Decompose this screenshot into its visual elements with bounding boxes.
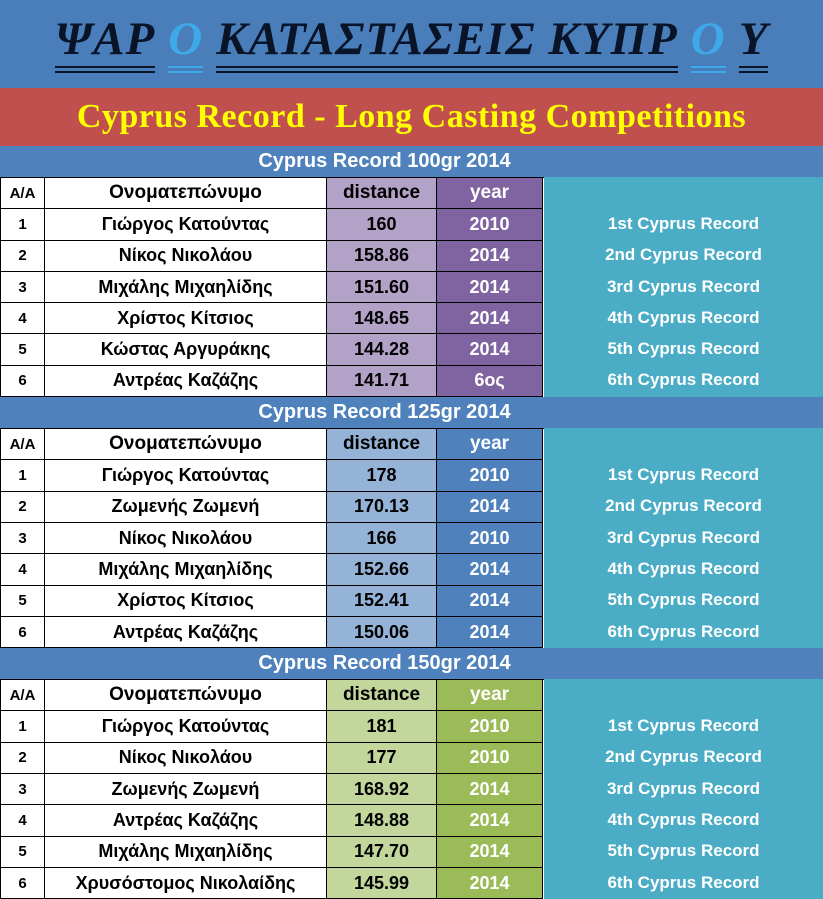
record-rank-label: 1st Cyprus Record	[607, 465, 760, 485]
name-cell: Γιώργος Κατούντας	[45, 711, 327, 742]
rank-cell: 5	[1, 837, 45, 868]
column-header-name: Ονοματεπώνυμο	[45, 429, 327, 460]
column-header-index: A/A	[1, 429, 45, 460]
rank-cell: 4	[1, 554, 45, 585]
section-title: Cyprus Record 150gr 2014	[258, 652, 511, 675]
column-header-year: year	[437, 680, 543, 711]
section-body	[0, 177, 823, 397]
record-section-100gr	[0, 146, 823, 397]
side-panel	[544, 177, 823, 397]
name-cell: Μιχάλης Μιχαηλίδης	[45, 272, 327, 303]
site-title-segment: Υ	[739, 16, 769, 73]
record-rank-label: 2nd Cyprus Record	[605, 747, 762, 767]
name-cell: Μιχάλης Μιχαηλίδης	[45, 554, 327, 585]
rank-cell: 4	[1, 303, 45, 334]
record-rank-label: 5th Cyprus Record	[607, 590, 760, 610]
distance-cell: 152.66	[327, 554, 437, 585]
distance-cell: 181	[327, 711, 437, 742]
year-cell: 2010	[437, 711, 543, 742]
site-title-segment-o: Ο	[168, 16, 203, 73]
column-header-year: year	[437, 178, 543, 209]
distance-cell: 144.28	[327, 334, 437, 365]
distance-cell: 160	[327, 209, 437, 240]
name-cell: Χρίστος Κίτσιος	[45, 586, 327, 617]
record-section-150gr	[0, 648, 823, 899]
rank-cell: 3	[1, 272, 45, 303]
name-cell: Νίκος Νικολάου	[45, 523, 327, 554]
column-header-distance: distance	[327, 429, 437, 460]
year-cell: 2014	[437, 334, 543, 365]
rank-cell: 6	[1, 366, 45, 397]
page-banner	[0, 88, 823, 146]
rank-cell: 2	[1, 743, 45, 774]
side-panel	[544, 679, 823, 899]
year-cell: 2014	[437, 272, 543, 303]
site-title-segment-o: Ο	[691, 16, 726, 73]
rank-cell: 1	[1, 460, 45, 491]
rank-cell: 4	[1, 805, 45, 836]
column-header-name: Ονοματεπώνυμο	[45, 680, 327, 711]
rank-cell: 1	[1, 209, 45, 240]
year-cell: 2014	[437, 774, 543, 805]
name-cell: Μιχάλης Μιχαηλίδης	[45, 837, 327, 868]
site-header	[0, 0, 823, 88]
record-rank-label: 6th Cyprus Record	[607, 621, 760, 641]
name-cell: Χρυσόστομος Νικολαίδης	[45, 868, 327, 899]
rank-cell: 1	[1, 711, 45, 742]
section-title: Cyprus Record 100gr 2014	[258, 150, 511, 172]
distance-cell: 148.88	[327, 805, 437, 836]
distance-cell: 151.60	[327, 272, 437, 303]
year-cell: 2014	[437, 303, 543, 334]
rank-cell: 5	[1, 334, 45, 365]
side-panel-spacer	[544, 679, 823, 710]
name-cell: Ζωμενής Ζωμενή	[45, 774, 327, 805]
record-rank-label: 3rd Cyprus Record	[606, 527, 761, 547]
column-header-name: Ονοματεπώνυμο	[45, 178, 327, 209]
distance-cell: 170.13	[327, 492, 437, 523]
name-cell: Νίκος Νικολάου	[45, 241, 327, 272]
year-cell: 2014	[437, 241, 543, 272]
rank-cell: 6	[1, 617, 45, 648]
record-rank-label: 4th Cyprus Record	[607, 307, 760, 327]
record-rank-label: 5th Cyprus Record	[607, 339, 760, 359]
name-cell: Χρίστος Κίτσιος	[45, 303, 327, 334]
distance-cell: 166	[327, 523, 437, 554]
distance-cell: 147.70	[327, 837, 437, 868]
record-rank-label: 1st Cyprus Record	[607, 716, 760, 736]
record-rank-label: 1st Cyprus Record	[607, 213, 760, 233]
year-cell: 2014	[437, 554, 543, 585]
site-title	[54, 12, 769, 73]
record-rank-label: 3rd Cyprus Record	[606, 276, 761, 296]
column-header-index: A/A	[1, 178, 45, 209]
distance-cell: 168.92	[327, 774, 437, 805]
distance-cell: 178	[327, 460, 437, 491]
record-rank-label: 4th Cyprus Record	[607, 809, 760, 829]
record-rank-label: 3rd Cyprus Record	[606, 778, 761, 798]
name-cell: Αντρέας Καζάζης	[45, 805, 327, 836]
side-panel-spacer	[544, 177, 823, 208]
record-rank-label: 4th Cyprus Record	[607, 558, 760, 578]
name-cell: Αντρέας Καζάζης	[45, 617, 327, 648]
record-rank-label: 5th Cyprus Record	[607, 841, 760, 861]
record-rank-label: 6th Cyprus Record	[607, 872, 760, 892]
year-cell: 2014	[437, 617, 543, 648]
section-title: Cyprus Record 125gr 2014	[258, 401, 511, 424]
name-cell: Αντρέας Καζάζης	[45, 366, 327, 397]
distance-cell: 177	[327, 743, 437, 774]
page-subtitle: Cyprus Record - Long Casting Competitions	[76, 98, 747, 135]
rank-cell: 2	[1, 241, 45, 272]
records-table	[0, 428, 544, 648]
records-table	[0, 177, 544, 397]
column-header-distance: distance	[327, 178, 437, 209]
section-title-bar	[0, 648, 823, 679]
section-body	[0, 679, 823, 899]
section-body	[0, 428, 823, 648]
year-cell: 2014	[437, 805, 543, 836]
name-cell: Γιώργος Κατούντας	[45, 209, 327, 240]
column-header-year: year	[437, 429, 543, 460]
records-table	[0, 679, 544, 899]
year-cell: 2010	[437, 209, 543, 240]
column-header-index: A/A	[1, 680, 45, 711]
distance-cell: 145.99	[327, 868, 437, 899]
side-panel-spacer	[544, 428, 823, 459]
distance-cell: 158.86	[327, 241, 437, 272]
name-cell: Νίκος Νικολάου	[45, 743, 327, 774]
record-rank-label: 2nd Cyprus Record	[605, 496, 762, 516]
year-cell: 2010	[437, 523, 543, 554]
year-cell: 2014	[437, 868, 543, 899]
rank-cell: 2	[1, 492, 45, 523]
year-cell: 2014	[437, 492, 543, 523]
name-cell: Ζωμενής Ζωμενή	[45, 492, 327, 523]
record-rank-label: 6th Cyprus Record	[607, 370, 760, 390]
site-title-segment: ΚΑΤΑΣΤΑΣΕΙΣ ΚΥΠΡ	[216, 16, 678, 73]
name-cell: Γιώργος Κατούντας	[45, 460, 327, 491]
record-section-125gr	[0, 397, 823, 648]
distance-cell: 152.41	[327, 586, 437, 617]
rank-cell: 6	[1, 868, 45, 899]
side-panel	[544, 428, 823, 648]
section-title-bar	[0, 397, 823, 428]
section-title-bar	[0, 146, 823, 177]
year-cell: 2010	[437, 460, 543, 491]
distance-cell: 150.06	[327, 617, 437, 648]
rank-cell: 3	[1, 774, 45, 805]
distance-cell: 141.71	[327, 366, 437, 397]
year-cell: 2014	[437, 837, 543, 868]
column-header-distance: distance	[327, 680, 437, 711]
year-cell: 2014	[437, 586, 543, 617]
year-cell: 6ος	[437, 366, 543, 397]
rank-cell: 3	[1, 523, 45, 554]
year-cell: 2010	[437, 743, 543, 774]
record-rank-label: 2nd Cyprus Record	[605, 245, 762, 265]
name-cell: Κώστας Αργυράκης	[45, 334, 327, 365]
rank-cell: 5	[1, 586, 45, 617]
site-title-segment: ΨΑΡ	[55, 16, 156, 73]
distance-cell: 148.65	[327, 303, 437, 334]
